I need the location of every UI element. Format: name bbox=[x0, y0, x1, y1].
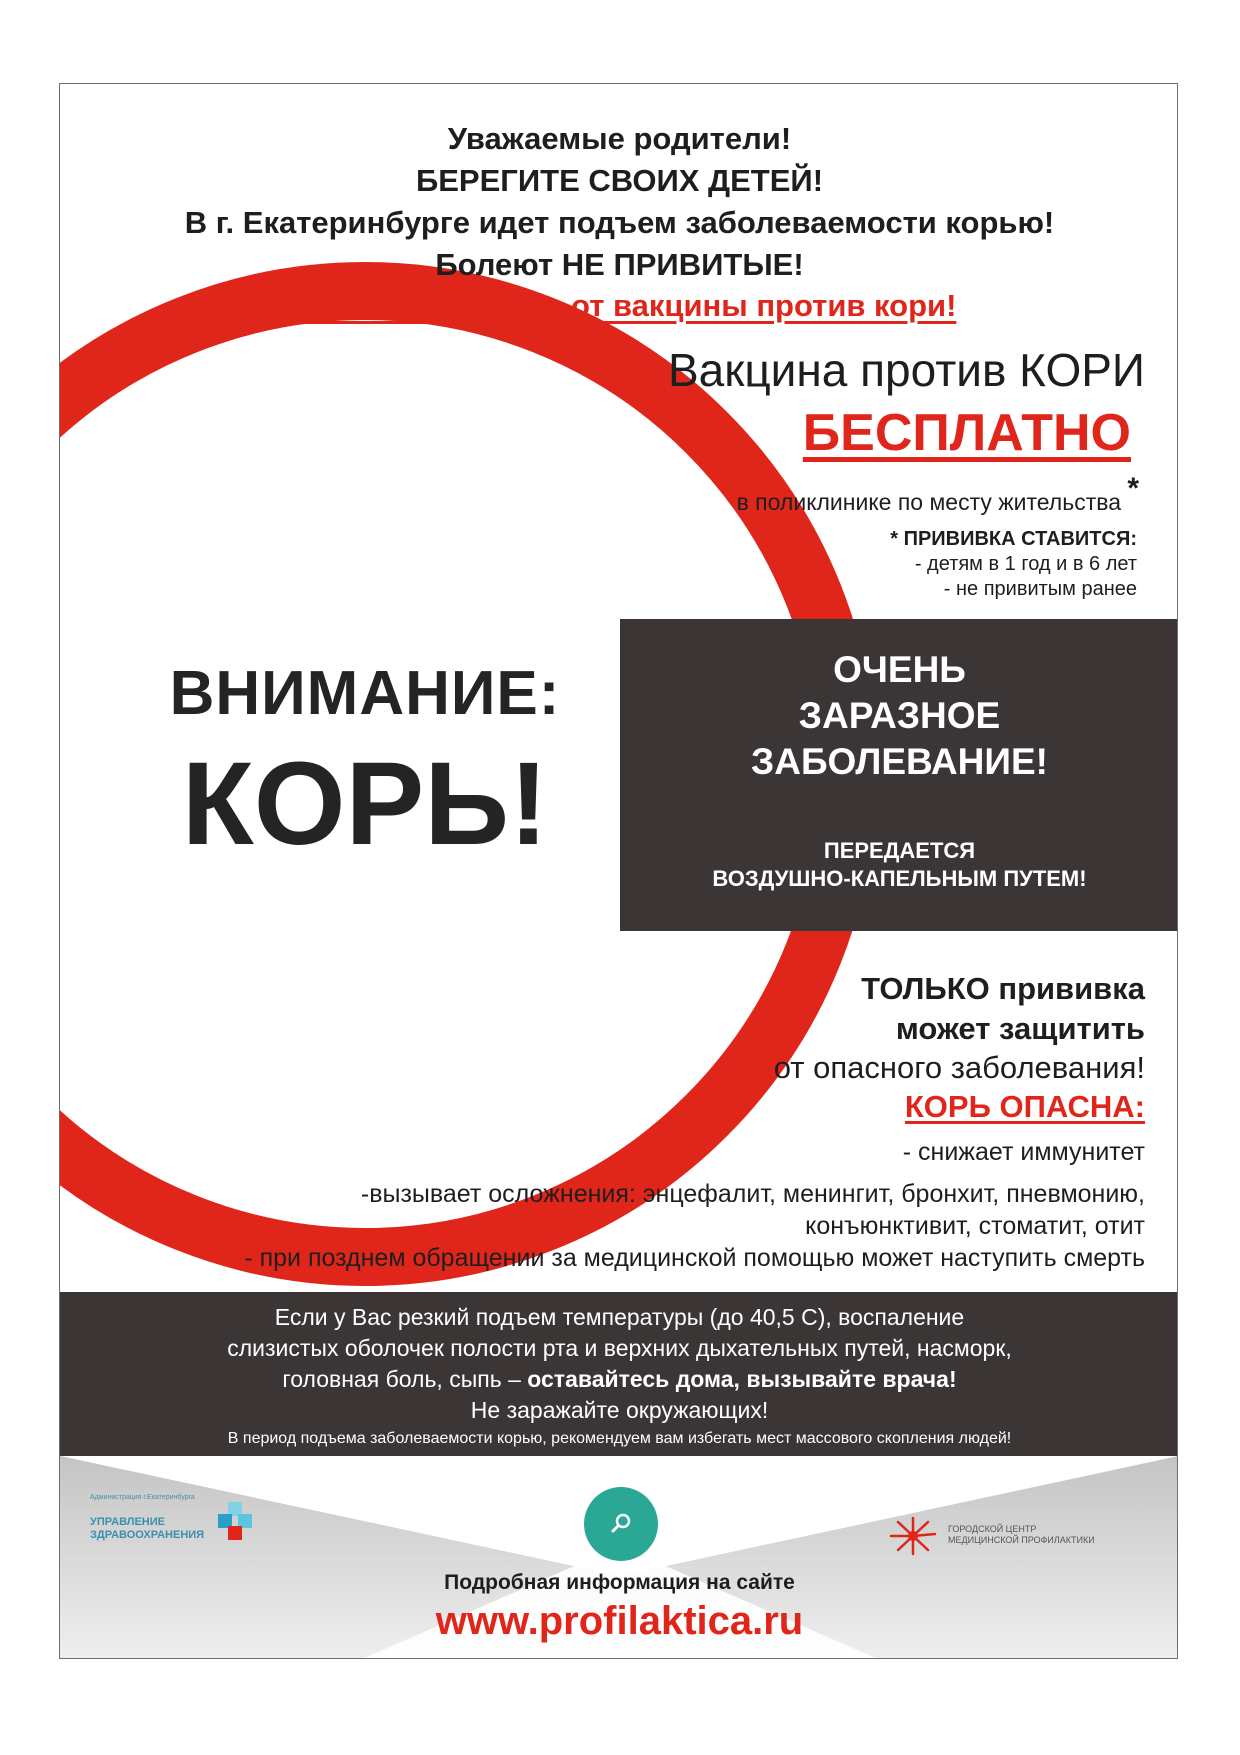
risk-item: - при позднем обращении за медицинской помощью может наступить смерть bbox=[244, 1244, 1145, 1272]
logo-admin-caption: Администрация г.Екатеринбурга bbox=[90, 1494, 195, 1501]
protection-line: ТОЛЬКО прививка bbox=[861, 971, 1145, 1006]
risk-item: -вызывает осложнения: энцефалит, менингит, бронхит, пневмонию, bbox=[360, 1180, 1145, 1208]
protection-heading bbox=[861, 969, 1145, 1049]
logo-line: ЗДРАВООХРАНЕНИЯ bbox=[90, 1529, 205, 1541]
vaccination-note-title: * ПРИВИВКА СТАВИТСЯ: bbox=[890, 528, 1137, 550]
risk-item: - снижает иммунитет bbox=[902, 1138, 1145, 1166]
symptoms-advice: оставайтесь дома, вызывайте врача! bbox=[527, 1366, 957, 1392]
search-icon bbox=[584, 1487, 658, 1561]
cross-logo-icon bbox=[218, 1502, 258, 1546]
header-vaccine-call: Не отказывайтесь от вакцины против кори! bbox=[282, 288, 957, 323]
vaccine-title: Вакцина против КОРИ bbox=[667, 344, 1145, 396]
symptoms-band bbox=[60, 1292, 1178, 1456]
symptoms-line bbox=[60, 1364, 1178, 1394]
risk-item: конъюнктивит, стоматит, отит bbox=[805, 1212, 1145, 1240]
contagious-title bbox=[620, 647, 1178, 785]
vaccination-note bbox=[890, 527, 1137, 602]
attention-label: ВНИМАНИЕ: bbox=[169, 659, 561, 728]
contagious-line: ОЧЕНЬ bbox=[833, 649, 966, 690]
header-unvaccinated: Болеют НЕ ПРИВИТЫЕ! bbox=[435, 247, 804, 282]
website-caption: Подробная информация на сайте bbox=[444, 1571, 795, 1594]
logo-line: МЕДИЦИНСКОЙ ПРОФИЛАКТИКИ bbox=[948, 1535, 1095, 1545]
protection-subline: от опасного заболевания! bbox=[773, 1050, 1145, 1085]
symptoms-recommendation: В период подъема заболеваемости корью, рекомендуем вам избегать мест массового скопления людей! bbox=[227, 1430, 1012, 1447]
logo-department-name bbox=[90, 1516, 204, 1542]
starburst-logo-icon bbox=[888, 1516, 938, 1556]
logo-center-name bbox=[948, 1524, 1095, 1546]
measles-label: КОРЬ! bbox=[181, 738, 549, 870]
transmission-line: ПЕРЕДАЕТСЯ bbox=[823, 838, 976, 863]
symptoms-line: Если у Вас резкий подъем температуры (до 40,5 С), воспаление bbox=[274, 1304, 965, 1330]
health-department-logo bbox=[90, 1494, 260, 1554]
prevention-center-logo bbox=[888, 1516, 1128, 1556]
contagious-line: ЗАРАЗНОЕ bbox=[798, 695, 1001, 736]
contagious-line: ЗАБОЛЕВАНИЕ! bbox=[751, 741, 1048, 782]
symptoms-line: Не заражайте окружающих! bbox=[470, 1397, 769, 1423]
protection-line: может защитить bbox=[895, 1011, 1145, 1046]
vaccination-note-item: - не привитым ранее bbox=[943, 578, 1137, 600]
vaccination-note-item: - детям в 1 год и в 6 лет bbox=[914, 553, 1137, 575]
header-outbreak: В г. Екатеринбурге идет подъем заболеваемости корью! bbox=[184, 205, 1055, 240]
header-greeting: Уважаемые родители! bbox=[447, 121, 792, 156]
search-badge bbox=[584, 1487, 658, 1561]
contagious-band bbox=[620, 619, 1178, 931]
logo-line: УПРАВЛЕНИЕ bbox=[90, 1516, 165, 1528]
footnote-asterisk: * bbox=[1127, 472, 1139, 505]
transmission-text bbox=[620, 837, 1178, 893]
transmission-line: ВОЗДУШНО-КАПЕЛЬНЫМ ПУТЕМ! bbox=[712, 866, 1087, 891]
logo-line: ГОРОДСКОЙ ЦЕНТР bbox=[948, 1524, 1037, 1534]
danger-heading: КОРЬ ОПАСНА: bbox=[904, 1089, 1145, 1124]
vaccine-clinic: в поликлинике по месту жительства bbox=[736, 489, 1121, 515]
website-url[interactable]: www.profilaktica.ru bbox=[435, 1599, 804, 1643]
header-appeal: БЕРЕГИТЕ СВОИХ ДЕТЕЙ! bbox=[415, 163, 824, 198]
vaccine-free: БЕСПЛАТНО bbox=[802, 404, 1131, 462]
measles-poster bbox=[59, 83, 1178, 1659]
symptoms-line: слизистых оболочек полости рта и верхних дыхательных путей, насморк, bbox=[227, 1335, 1012, 1361]
symptoms-plain: головная боль, сыпь – bbox=[282, 1366, 528, 1392]
